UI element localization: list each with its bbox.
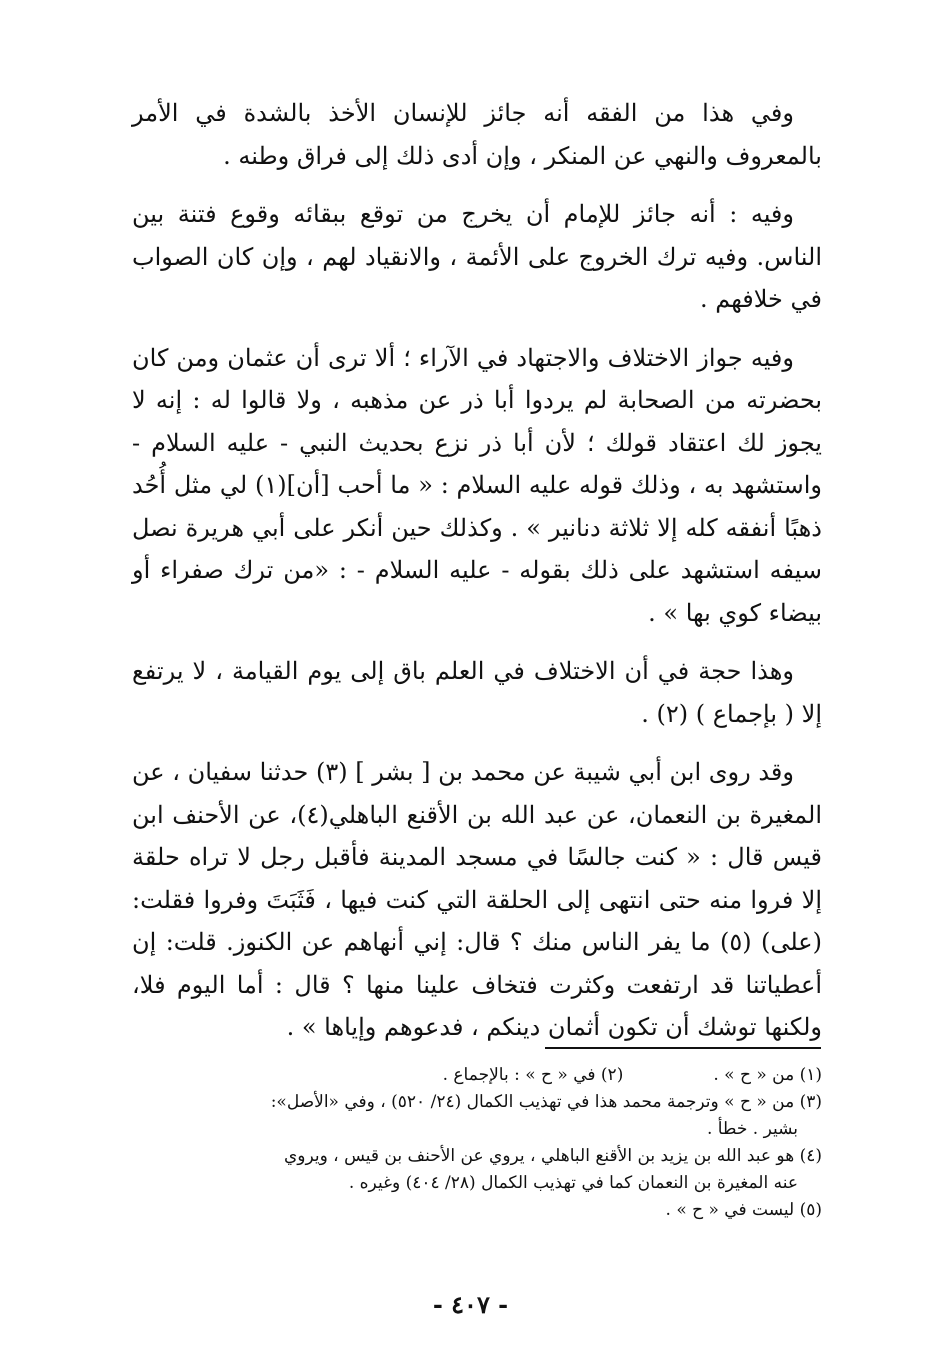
footnote-4: (٤) هو عبد الله بن يزيد بن الأقنع الباهلي ، يروي عن الأحنف بن قيس ، ويروي (283, 1146, 822, 1166)
paragraph-4: وهذا حجة في أن الاختلاف في العلم باق إلى يوم القيامة ، لا يرتفع إلا ( بإجماع ) (٢) . (132, 657, 822, 728)
footnote-1: (١) من « ح » . (713, 1065, 822, 1085)
paragraph-2: وفيه : أنه جائز للإمام أن يخرج من توقع ببقائه وقوع فتنة بين الناس. وفيه ترك الخروج على الأئمة ، والانقياد لهم ، وإن كان الصواب في خلافهم . (132, 200, 822, 313)
footnote-row-1-2 (132, 1062, 822, 1089)
footnote-4-continuation: عنه المغيرة بن النعمان كما في تهذيب الكمال (٢٨/ ٤٠٤) وغيره . (348, 1173, 798, 1193)
paragraph-3: وفيه جواز الاختلاف والاجتهاد في الآراء ؛ ألا ترى أن عثمان ومن كان بحضرته من الصحابة لم يردوا أبا ذر عن مذهبه ، ولا قالوا له : إنه لا يجوز لك اعتقاد قولك ؛ لأن أبا ذر نزع بحديث النبي - عليه السلام - واستشهد به ، وذلك قوله عليه السلام : « ما أحب [أن](١) لي مثل أُحُد ذهبًا أنفقه كله إلا ثلاثة دنانير » . وكذلك حين أنكر على أبي هريرة نصل سيفه استشهد على ذلك بقوله - عليه السلام - : «من ترك صفراء أو بيضاء كوي بها » . (132, 343, 822, 627)
footnote-3: (٣) من « ح » وترجمة محمد هذا في تهذيب الكمال (٢٤/ ٥٢٠) ، وفي «الأصل»: (270, 1092, 822, 1112)
paragraph-1: وفي هذا من الفقه أنه جائز للإنسان الأخذ بالشدة في الأمر بالمعروف والنهي عن المنكر ، وإن أدى ذلك إلى فراق وطنه . (132, 99, 822, 170)
main-text (132, 92, 822, 1065)
page-number: - ٤٠٧ - (432, 1290, 509, 1319)
footnote-3-continuation: بشير . خطأ . (706, 1119, 798, 1139)
paragraph-5: وقد روى ابن أبي شيبة عن محمد بن [ بشر ] (٣) حدثنا سفيان ، عن المغيرة بن النعمان، عن عبد الله بن الأقنع الباهلي(٤)، عن الأحنف ابن قيس قال : « كنت جالسًا في مسجد المدينة فأقبل رجل لا تراه حلقة إلا فروا منه حتى انتهى إلى الحلقة التي كنت فيها ، فَثَبَتَ وفروا فقلت: (على) (٥) ما يفر الناس منك ؟ قال: إني أنهاهم عن الكنوز. قلت: إن أعطياتنا قد ارتفعت وكثرت فتخاف علينا منها ؟ قال : أما اليوم فلا، ولكنها توشك أن تكون أثمان دينكم ، فدعوهم وإياها » . (132, 758, 822, 1041)
footnote-5: (٥) ليست في « ح » . (665, 1200, 822, 1220)
footnotes (132, 1062, 822, 1224)
footnote-2: (٢) في « ح » : بالإجماع . (442, 1065, 624, 1085)
footnote-divider (545, 1047, 821, 1049)
